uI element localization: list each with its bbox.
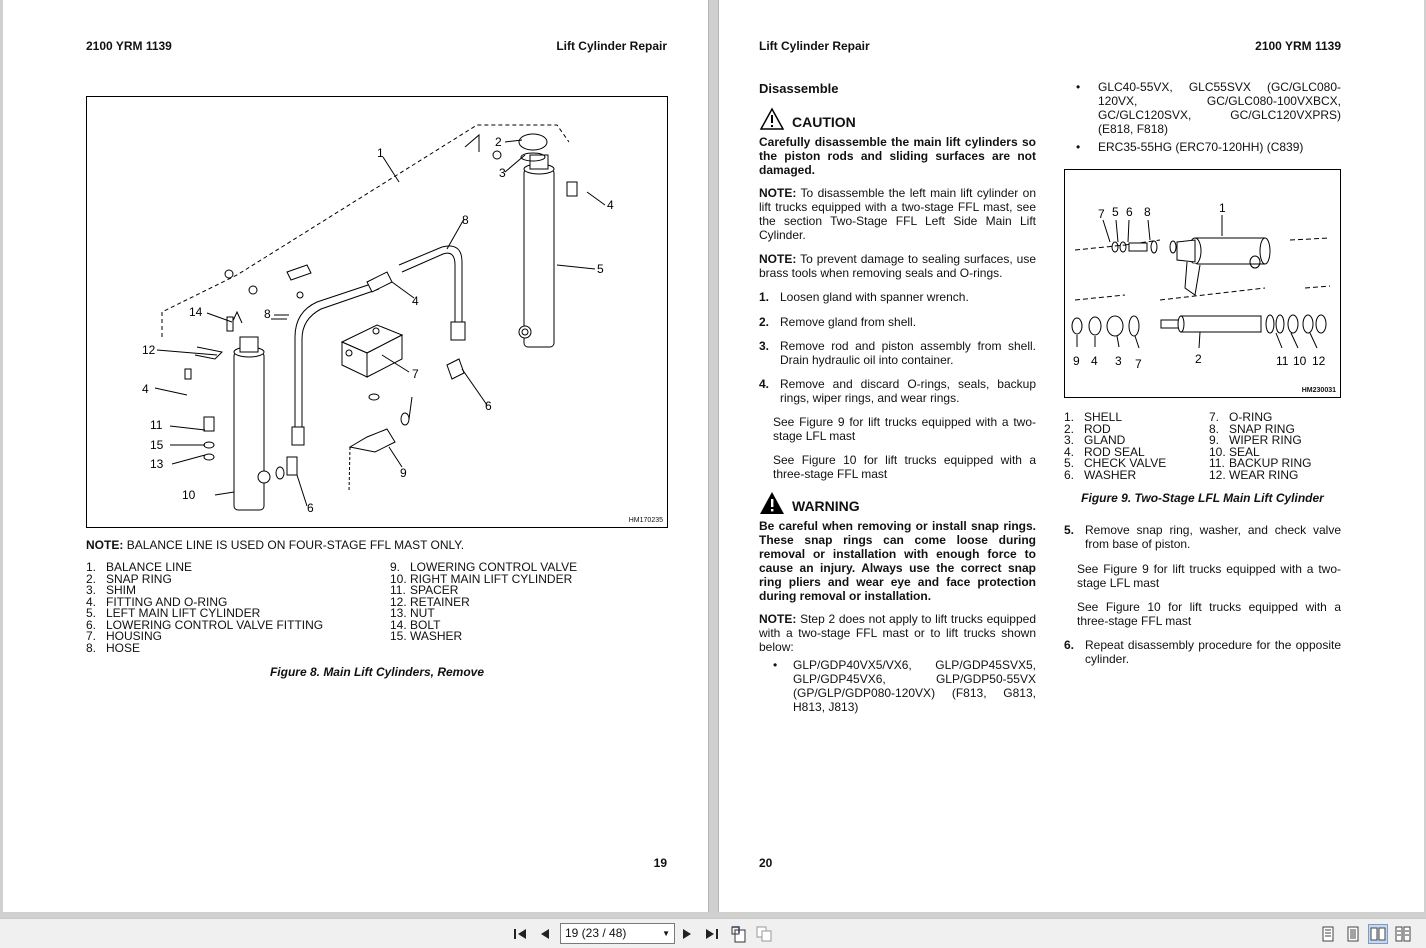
header-document-code: 2100 YRM 1139 [1255,39,1341,53]
figure-9-legend-item [1209,467,1311,482]
legend-number: 4. [86,594,97,609]
page-20 [718,0,1424,912]
step-5 [1064,523,1341,551]
warning-triangle-icon [759,491,785,515]
step-number: 6. [1064,638,1075,652]
bullet-marker: • [1076,140,1081,154]
note-brass-tools [759,252,1036,280]
page-number-20: 20 [759,856,773,870]
legend-number: 3. [1064,433,1075,447]
legend-text: WASHER [410,629,463,643]
figure-8-legend-item [86,640,323,655]
legend-number: 7. [1209,410,1220,424]
figure-9-frame [1064,169,1341,398]
fig9-callout-4: 4 [1091,354,1098,368]
callout-3: 3 [499,166,506,180]
legend-text: CHECK VALVE [1084,456,1167,470]
legend-number: 8. [86,640,97,655]
step-6 [1064,638,1341,666]
caution-text: Carefully disassemble the main lift cylinders so the piston rods and sliding surfaces are not damaged. [759,135,1036,177]
first-page-icon[interactable] [510,924,530,944]
page-number-19: 19 [653,856,667,870]
legend-number: 1. [1064,410,1075,424]
step-4 [759,377,1036,405]
step-text: Remove gland from shell. [780,315,917,329]
figure-9-legend-item [1064,412,1166,424]
legend-number: 6. [1064,467,1075,482]
figure-9-code: HM230031 [1301,387,1336,394]
see-figure-10-ref-2: See Figure 10 for lift trucks equipped with a three-stage FFL mast [1077,600,1341,628]
fig9-callout-2: 2 [1195,352,1202,366]
header-section-title: Lift Cylinder Repair [556,39,667,53]
warning-text: Be careful when removing or install snap rings. These snap rings can come loose during removal or installation with enough force to cause an injury. Always use the correct snap ring pliers and wear eye and face protection during removal or installation. [759,519,1036,603]
callout-6-left: 6 [307,501,314,515]
callout-4-right: 4 [607,198,614,212]
copy-icon[interactable] [754,924,774,944]
legend-number: 2. [1064,421,1075,436]
figure-8-legend-col1 [86,562,323,654]
figure-8-legend-col2 [390,562,577,643]
legend-number: 6. [86,617,97,632]
legend-text: HOUSING [106,629,163,643]
fig9-callout-1: 1 [1219,201,1226,215]
continuous-icon[interactable] [1343,924,1363,944]
callout-9: 9 [400,466,407,480]
legend-text: SNAP RING [1229,421,1295,436]
legend-text: HOSE [106,640,141,655]
note-text: BALANCE LINE IS USED ON FOUR-STAGE FFL MAST ONLY. [126,538,465,552]
page-19 [3,0,709,912]
figure-9-diagram [1065,170,1340,397]
legend-text: WIPER RING [1229,433,1302,447]
legend-text: LEFT MAIN LIFT CYLINDER [106,606,261,620]
two-page-continuous-icon[interactable] [1393,924,1413,944]
figure-9-caption: Figure 9. Two-Stage LFL Main Lift Cylinder [1081,491,1324,505]
step-1 [759,290,1036,304]
legend-number: 12. [1209,467,1226,482]
callout-5: 5 [597,262,604,276]
legend-text: BACKUP RING [1229,456,1312,470]
bullet-glc-models: GLC40-55VX, GLC55SVX (GC/GLC080-120VX, GC/GLC080-100VXBCX, GC/GLC120SVX, GC/GLC120VXPRS) (E818, F818) [1098,80,1341,136]
figure-9-legend-col2 [1209,412,1311,481]
legend-text: NUT [410,606,435,620]
step-3 [759,339,1036,367]
bullet-glp-models: GLP/GDP40VX5/VX6, GLP/GDP45SVX5, GLP/GDP45VX6, GLP/GDP50-55VX (GP/GLP/GDP080-120VX) (F813, G813, H813, J813) [793,658,1036,714]
step-number: 2. [759,315,770,329]
callout-11: 11 [150,418,163,432]
fig9-callout-10: 10 [1293,354,1307,368]
legend-text: WASHER [1084,467,1137,482]
callout-12: 12 [142,343,156,357]
legend-text: O-RING [1229,410,1273,424]
two-page-icon[interactable] [1368,924,1388,944]
legend-number: 5. [86,606,97,620]
step-number: 3. [759,339,770,353]
see-figure-9-ref-2: See Figure 9 for lift trucks equipped with a two-stage LFL mast [1077,562,1341,590]
figure-9-legend-item [1064,467,1166,482]
callout-10: 10 [182,488,196,502]
figure-8-caption: Figure 8. Main Lift Cylinders, Remove [269,665,485,679]
caution-heading [759,107,856,131]
next-page-icon[interactable] [677,924,697,944]
note-label: NOTE: [86,538,124,552]
prev-page-icon[interactable] [535,924,555,944]
callout-15: 15 [150,438,164,452]
legend-number: 10. [390,571,407,586]
legend-number: 1. [86,560,97,574]
legend-number: 7. [86,629,97,643]
legend-number: 13. [390,606,407,620]
note-text: To prevent damage to sealing surfaces, use brass tools when removing seals and O-rings. [759,252,1036,280]
note-step-2 [759,612,1036,654]
fig9-callout-5: 5 [1112,205,1119,219]
legend-number: 9. [390,560,401,574]
single-page-icon[interactable] [1318,924,1338,944]
see-figure-10-ref: See Figure 10 for lift trucks equipped with a three-stage FFL mast [773,453,1036,481]
legend-text: BOLT [410,617,441,632]
note-label: NOTE: [759,252,797,266]
rotate-icon[interactable] [729,924,749,944]
callout-13: 13 [150,457,164,471]
legend-text: ROD [1084,421,1111,436]
header-document-code: 2100 YRM 1139 [86,39,172,53]
legend-text: RIGHT MAIN LIFT CYLINDER [410,571,573,586]
legend-number: 15. [390,629,407,643]
last-page-icon[interactable] [702,924,722,944]
figure-8-code: HM170235 [628,517,663,524]
legend-text: LOWERING CONTROL VALVE FITTING [106,617,324,632]
fig9-callout-7-top: 7 [1098,207,1105,221]
note-label: NOTE: [759,186,797,200]
fig9-callout-11: 11 [1276,354,1289,368]
bullet-erc-models: ERC35-55HG (ERC70-120HH) (C839) [1098,140,1304,154]
note-disassemble-left [759,186,1036,242]
header-section-title: Lift Cylinder Repair [759,39,870,53]
page-selector[interactable] [560,923,675,944]
callout-2: 2 [495,135,502,149]
legend-number: 4. [1064,444,1075,459]
legend-number: 14. [390,617,407,632]
legend-number: 5. [1064,456,1075,470]
figure-8-diagram [87,97,667,527]
fig9-callout-9: 9 [1073,354,1080,368]
bullet-marker: • [1076,80,1081,94]
legend-text: LOWERING CONTROL VALVE [410,560,578,574]
caution-label: CAUTION [792,114,856,130]
figure-9-legend-col1 [1064,412,1166,481]
figure-8-frame [86,96,668,528]
callout-8-left: 8 [264,307,271,321]
legend-text: SHIM [106,583,136,597]
legend-text: ROD SEAL [1084,444,1145,459]
fig9-callout-3: 3 [1115,354,1122,368]
note-label: NOTE: [759,612,797,626]
step-text: Repeat disassembly procedure for the opposite cylinder. [1085,638,1341,666]
fig9-callout-7-bottom: 7 [1135,357,1142,371]
figure-8-note [86,538,464,552]
see-figure-9-ref: See Figure 9 for lift trucks equipped with a two-stage LFL mast [773,415,1036,443]
legend-number: 9. [1209,433,1220,447]
legend-number: 11. [1209,456,1225,470]
legend-number: 2. [86,571,97,586]
caution-triangle-icon [759,107,785,131]
legend-text: SNAP RING [106,571,172,586]
callout-1: 1 [377,146,384,160]
step-2 [759,315,1036,329]
legend-text: RETAINER [410,594,470,609]
step-text: Remove and discard O-rings, seals, backup rings, wiper rings, and wear rings. [780,377,1036,405]
step-number: 1. [759,290,770,304]
note-text: Step 2 does not apply to lift trucks equipped with a two-stage FFL mast or to lift trucks shown below: [759,612,1036,654]
callout-4-left: 4 [142,382,149,396]
legend-text: SEAL [1229,444,1260,459]
legend-number: 8. [1209,421,1220,436]
fig9-callout-6: 6 [1126,205,1133,219]
fig9-callout-12: 12 [1312,354,1326,368]
step-text: Loosen gland with spanner wrench. [780,290,969,304]
legend-text: SHELL [1084,410,1123,424]
note-text: To disassemble the left main lift cylinder on lift trucks equipped with a two-stage FFL mast, see the section Two-Stage FFL Left Side Main Lift Cylinder. [759,186,1036,242]
legend-text: GLAND [1084,433,1126,447]
callout-14: 14 [189,305,203,319]
legend-text: WEAR RING [1229,467,1299,482]
callout-4-mid: 4 [412,294,419,308]
legend-number: 3. [86,583,97,597]
callout-8-right: 8 [462,213,469,227]
figure-8-legend-item [390,631,577,643]
legend-text: BALANCE LINE [106,560,193,574]
step-text: Remove rod and piston assembly from shell. Drain hydraulic oil into container. [780,339,1036,367]
legend-number: 10. [1209,444,1226,459]
warning-label: WARNING [792,498,860,514]
step-number: 5. [1064,523,1075,537]
viewer-toolbar [0,918,1426,948]
bullet-marker: • [773,658,778,672]
page-selector-value: 19 (23 / 48) [565,926,627,940]
warning-heading [759,491,860,515]
step-text: Remove snap ring, washer, and check valve from base of piston. [1085,523,1341,551]
legend-number: 12. [390,594,407,609]
legend-number: 11. [390,583,406,597]
callout-7: 7 [412,367,419,381]
legend-text: FITTING AND O-RING [106,594,228,609]
step-number: 4. [759,377,770,391]
callout-6-right: 6 [485,399,492,413]
section-title-disassemble: Disassemble [759,81,839,96]
chevron-down-icon: ▼ [662,929,670,938]
fig9-callout-8: 8 [1144,205,1151,219]
legend-text: SPACER [410,583,459,597]
